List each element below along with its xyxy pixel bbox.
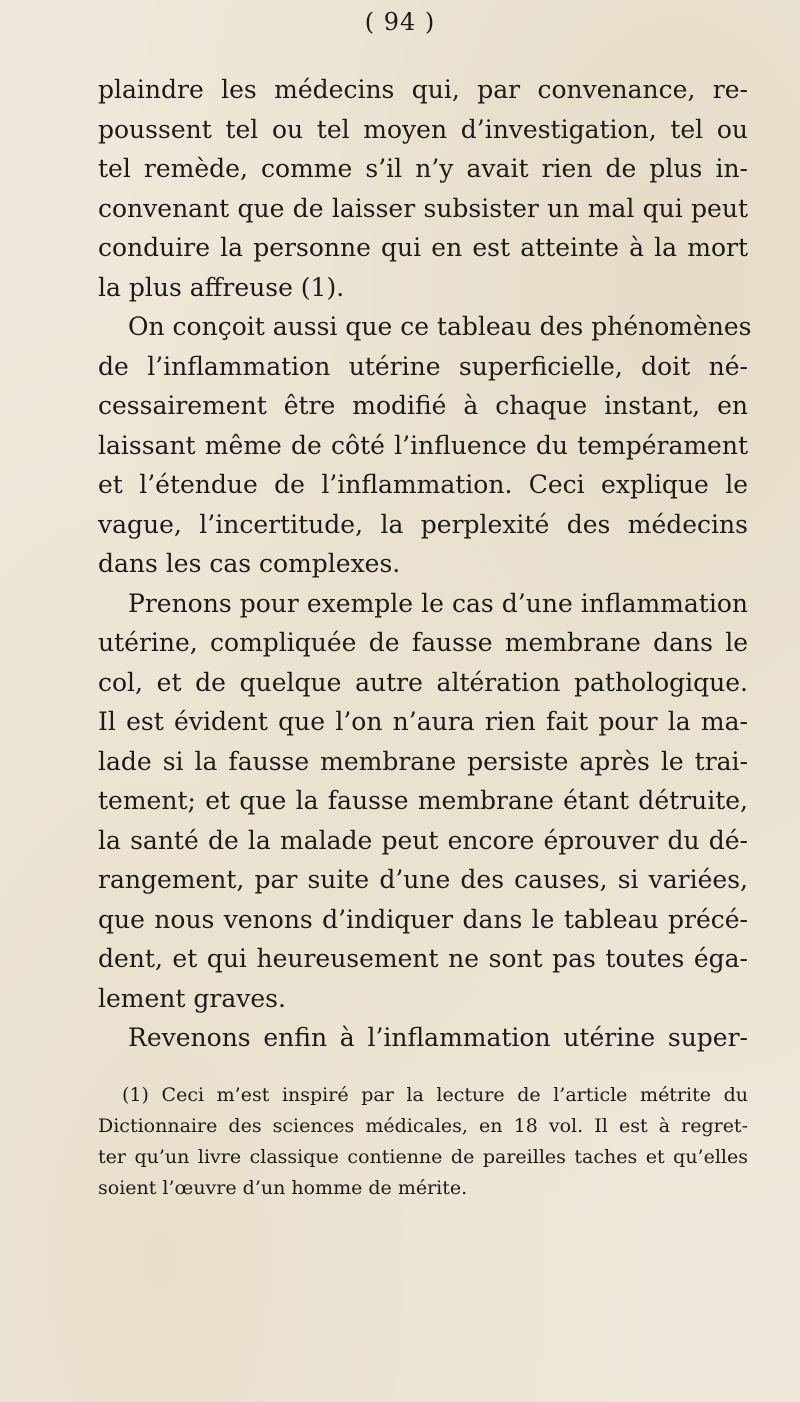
footnote-line: Dictionnaire des sciences médicales, en 18 vol. Il est à regret-: [98, 1115, 748, 1137]
footnote-line: soient l’œuvre d’un homme de mérite.: [98, 1177, 468, 1199]
body-text-line: la plus affreuse (1).: [98, 272, 345, 302]
body-text-line: la santé de la malade peut encore éprouver du dé-: [98, 825, 748, 855]
body-text: [98, 70, 752, 1058]
body-text-line: Revenons enfin à l’inflammation utérine super-: [128, 1023, 748, 1052]
body-text-line: vague, l’incertitude, la perplexité des médecins: [98, 509, 748, 539]
body-text-line: laissant même de côté l’influence du tempérament: [98, 430, 748, 460]
footnote-line: ter qu’un livre classique contienne de pareilles taches et qu’elles: [98, 1146, 748, 1168]
body-text-line: tement; et que la fausse membrane étant détruite,: [98, 786, 748, 815]
body-text-line: dent, et qui heureusement ne sont pas toutes éga-: [98, 944, 748, 973]
body-text-line: de l’inflammation utérine superficielle, doit né-: [98, 351, 748, 381]
body-text-line: et l’étendue de l’inflammation. Ceci explique le: [98, 470, 748, 499]
page-number: ( 94 ): [364, 8, 436, 36]
body-text-line: rangement, par suite d’une des causes, si variées,: [98, 865, 748, 894]
body-text-line: plaindre les médecins qui, par convenance, re-: [98, 75, 748, 104]
body-text-line: dans les cas complexes.: [98, 549, 401, 578]
footnote-line: (1) Ceci m’est inspiré par la lecture de l’article métrite du: [122, 1084, 748, 1106]
body-text-line: Il est évident que l’on n’aura rien fait pour la ma-: [98, 707, 748, 736]
body-text-line: lement graves.: [98, 983, 286, 1013]
body-text-line: conduire la personne qui en est atteinte à la mort: [98, 233, 748, 262]
body-text-line: cessairement être modifié à chaque instant, en: [98, 391, 748, 420]
body-text-line: col, et de quelque autre altération pathologique.: [98, 667, 748, 697]
body-text-line: que nous venons d’indiquer dans le tableau précé-: [98, 904, 748, 934]
body-text-line: On conçoit aussi que ce tableau des phénomènes: [128, 312, 752, 341]
body-text-line: convenant que de laisser subsister un mal qui peut: [98, 193, 748, 223]
body-text-line: Prenons pour exemple le cas d’une inflammation: [128, 588, 748, 618]
body-text-line: lade si la fausse membrane persiste après le trai-: [98, 746, 748, 776]
body-text-line: utérine, compliquée de fausse membrane dans le: [98, 628, 748, 657]
footnotes: [98, 1080, 748, 1204]
body-text-line: poussent tel ou tel moyen d’investigation, tel ou: [98, 114, 748, 144]
body-text-line: tel remède, comme s’il n’y avait rien de plus in-: [98, 154, 748, 183]
